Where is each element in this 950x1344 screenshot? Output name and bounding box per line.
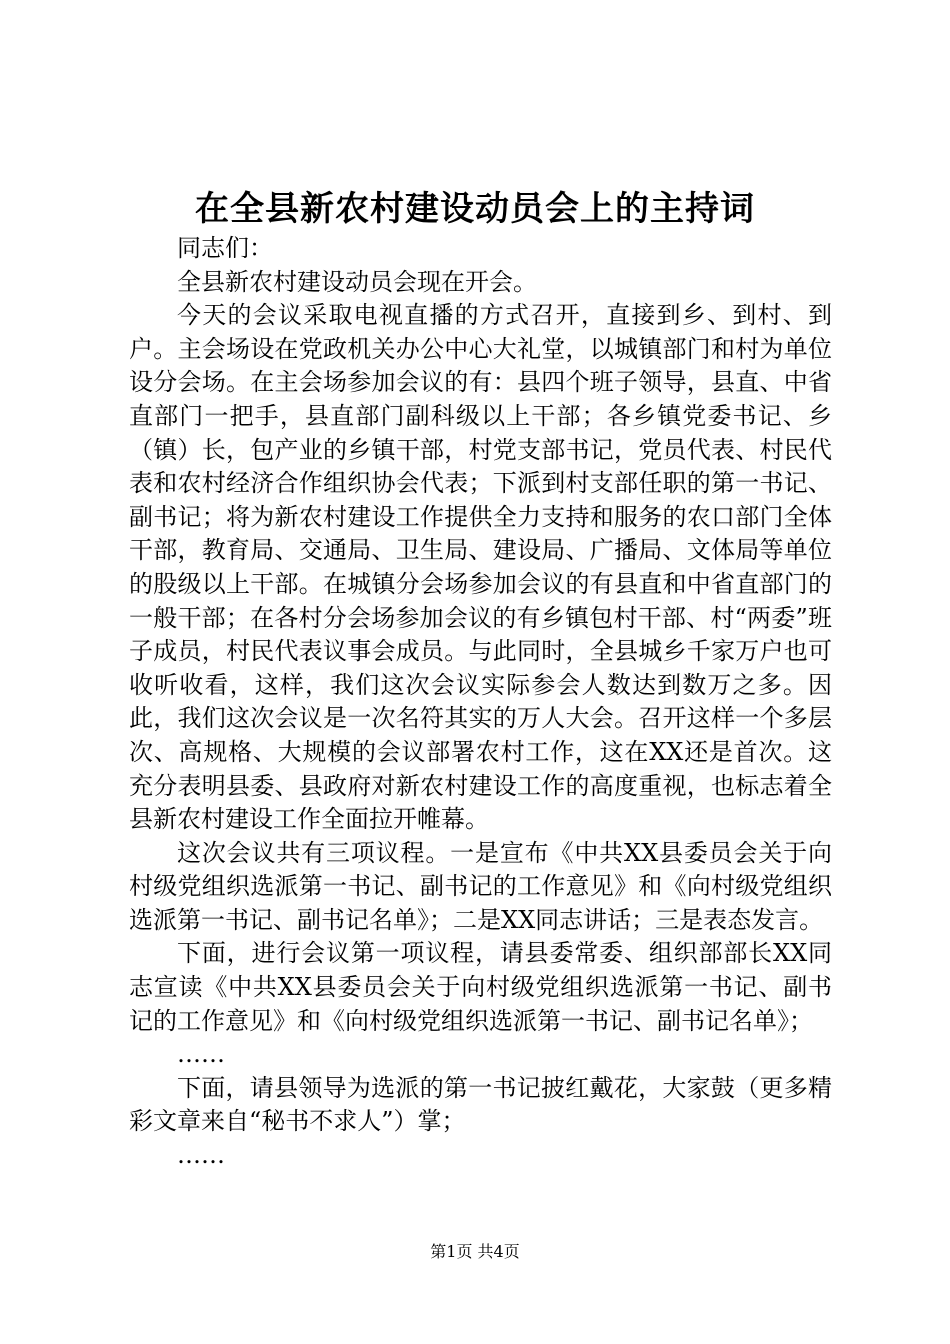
document-body bbox=[129, 232, 832, 1173]
ellipsis-paragraph: …… bbox=[177, 1141, 225, 1170]
first-agenda-item-paragraph: 下面，进行会议第一项议程，请县委常委、组织部部长XX同志宣读《中共XX县委员会关于向村级党组织选派第一书记、副书记的工作意见》和《向村级党组织选派第一书记、副书记名单》； bbox=[129, 939, 832, 1035]
greeting-paragraph: 同志们： bbox=[177, 234, 273, 262]
agenda-paragraph: 这次会议共有三项议程。一是宣布《中共XX县委员会关于向村级党组织选派第一书记、副书记的工作意见》和《向村级党组织选派第一书记、副书记名单》；二是XX同志讲话；三是表态发言。 bbox=[129, 838, 832, 934]
opening-paragraph: 全县新农村建设动员会现在开会。 bbox=[177, 267, 537, 296]
ceremony-paragraph: 下面，请县领导为选派的第一书记披红戴花，大家鼓（更多精彩文章来自“秘书不求人”）掌； bbox=[129, 1073, 832, 1136]
page-number-footer: 第1页 共4页 bbox=[430, 1242, 520, 1261]
ellipsis-paragraph: …… bbox=[177, 1040, 225, 1069]
attendance-paragraph: 今天的会议采取电视直播的方式召开，直接到乡、到村、到户。主会场设在党政机关办公中心大礼堂，以城镇部门和村为单位设分会场。在主会场参加会议的有：县四个班子领导，县直、中省直部门一把手，县直部门副科级以上干部；各乡镇党委书记、乡（镇）长，包产业的乡镇干部，村党支部书记，党员代表、村民代表和农村经济合作组织协会代表；下派到村支部任职的第一书记、副书记；将为新农村建设工作提供全力支持和服务的农口部门全体干部，教育局、交通局、卫生局、建设局、广播局、文体局等单位的股级以上干部。在城镇分会场参加会议的有县直和中省直部门的一般干部；在各村分会场参加会议的有乡镇包村干部、村“两委”班子成员，村民代表议事会成员。与此同时，全县城乡千家万户也可收听收看，这样，我们这次会议实际参会人数达到数万之多。因此，我们这次会议是一次名符其实的万人大会。召开这样一个多层次、高规格、大规模的会议部署农村工作，这在XX还是首次。这充分表明县委、县政府对新农村建设工作的高度重视，也标志着全县新农村建设工作全面拉开帷幕。 bbox=[129, 301, 832, 834]
document-title: 在全县新农村建设动员会上的主持词 bbox=[195, 189, 755, 229]
